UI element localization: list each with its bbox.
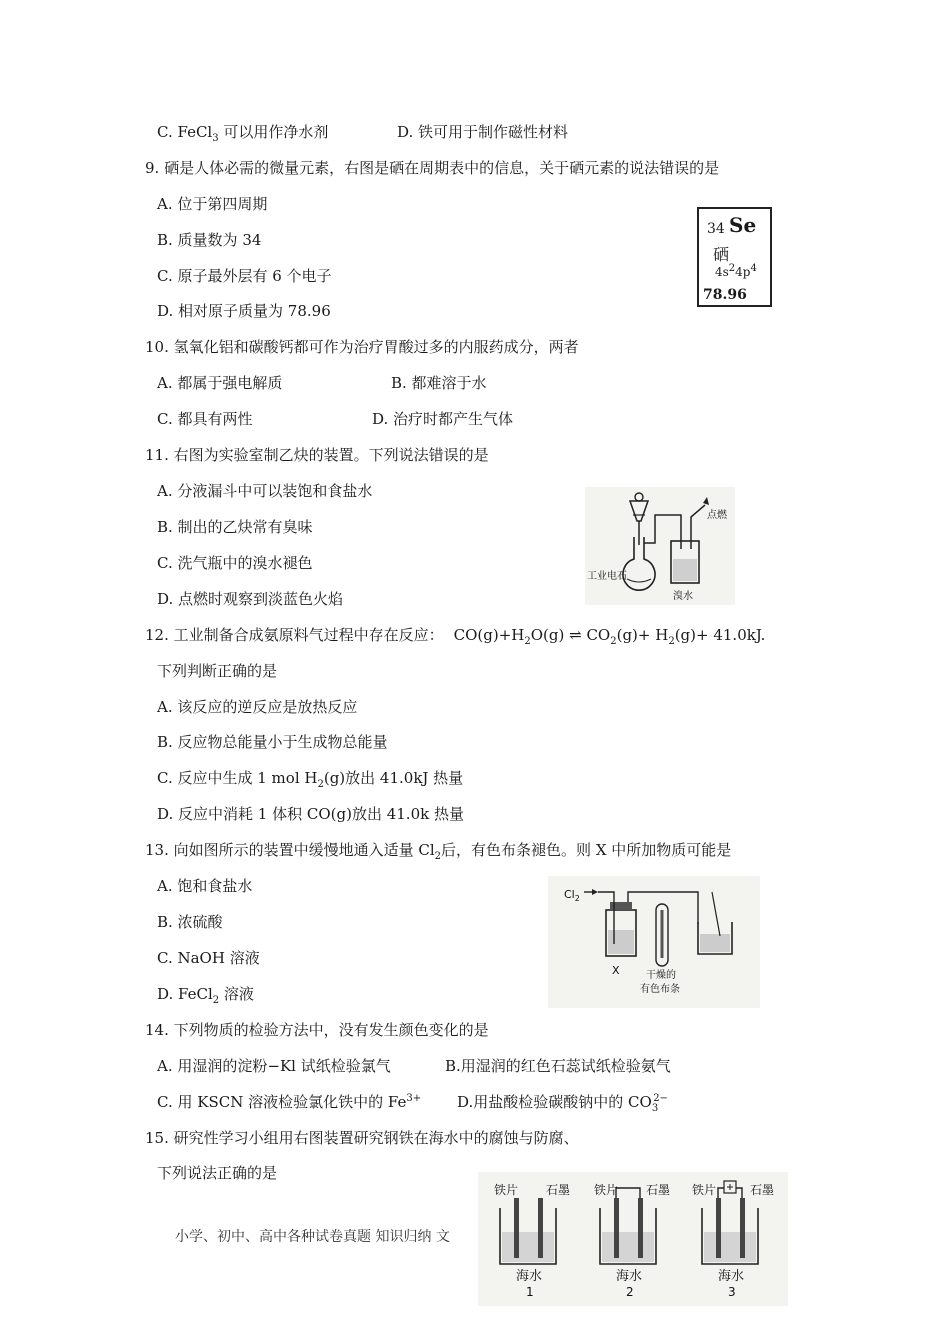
label-cl2: $Cl_2$	[564, 888, 580, 903]
svg-text:石墨: 石墨	[750, 1183, 775, 1197]
q13-stem: 13. 向如图所示的装置中缓慢地通入适量 $Cl_2$后，有色布条褪色。则 X 中所加物质可能是	[145, 841, 732, 862]
svg-text:海水: 海水	[516, 1269, 543, 1284]
q9-option-d: D. 相对原子质量为 78.96	[157, 302, 331, 320]
element-name: 硒	[713, 245, 730, 264]
q8-option-d: D. 铁可用于制作磁性材料	[397, 123, 569, 141]
q12-equation: $CO(g)+H_2O(g)$ ⇌ $CO_2(g)+ H_2(g)+ 41.0kJ$.	[453, 626, 766, 647]
q14-option-d: D.用盐酸检验碳酸钠中的 $CO_3^{2-}$	[457, 1093, 668, 1114]
q9-option-b: B. 质量数为 34	[157, 231, 262, 249]
svg-text:2: 2	[626, 1285, 634, 1299]
element-config: $4s^24p^4$	[715, 263, 757, 279]
q10-stem: 10. 氢氧化铝和碳酸钙都可作为治疗胃酸过多的内服药成分，两者	[145, 338, 579, 356]
svg-text:3: 3	[728, 1285, 736, 1299]
q15-stem-2: 下列说法正确的是	[157, 1164, 278, 1182]
svg-text:铁片: 铁片	[494, 1183, 519, 1197]
q15-stem: 15. 研究性学习小组用右图装置研究钢铁在海水中的腐蚀与防腐、	[145, 1129, 579, 1147]
element-number: 34	[707, 221, 725, 237]
q12-stem-2: 下列判断正确的是	[157, 662, 278, 680]
q9-stem: 9. 硒是人体必需的微量元素，右图是硒在周期表中的信息，关于硒元素的说法错误的是	[145, 159, 720, 177]
q12-option-d: D. 反应中消耗 1 体积 CO(g)放出 41.0k 热量	[157, 805, 464, 823]
q12-stem: 12. 工业制备合成氨原料气过程中存在反应： $CO(g)+H_2O(g)$ ⇌ $CO_2(g)+ H_2(g)+ 41.0kJ$.	[145, 626, 766, 647]
q12-option-b: B. 反应物总能量小于生成物总能量	[157, 733, 388, 751]
svg-text:1: 1	[526, 1285, 534, 1299]
svg-text:海水: 海水	[616, 1269, 643, 1284]
q8-option-c: C. FeCl$_3$ 可以用作净水剂	[157, 123, 329, 144]
label-x: X	[612, 964, 620, 977]
label-bromine: 溴水	[673, 591, 693, 602]
q10-option-d: D. 治疗时都产生气体	[372, 410, 514, 428]
q9-element-card	[697, 207, 772, 307]
q14-option-b: B.用湿润的红色石蕊试纸检验氨气	[445, 1057, 671, 1075]
svg-text:铁片: 铁片	[692, 1183, 717, 1197]
q10-option-b: B. 都难溶于水	[391, 374, 487, 392]
svg-text:海水: 海水	[718, 1269, 745, 1284]
q14-option-c: C. 用 KSCN 溶液检验氯化铁中的 $Fe^{3+}$	[157, 1093, 422, 1111]
q13-chlorine-apparatus	[548, 876, 760, 1008]
element-mass: 78.96	[703, 287, 747, 303]
q11-option-b: B. 制出的乙炔常有臭味	[157, 518, 313, 536]
label-cloth: 有色布条	[640, 984, 680, 995]
q11-acetylene-apparatus	[585, 487, 735, 605]
page-footer: 小学、初中、高中各种试卷真题 知识归纳 文	[175, 1229, 450, 1245]
q9-option-a: A. 位于第四周期	[157, 195, 268, 213]
svg-text:石墨: 石墨	[646, 1183, 671, 1197]
label-carbide: 工业电石	[587, 571, 627, 582]
element-symbol: Se	[729, 213, 757, 237]
q13-option-c: C. NaOH 溶液	[157, 949, 260, 967]
q12-option-c: C. 反应中生成 1 mol $H_2(g)$放出 41.0kJ 热量	[157, 769, 464, 790]
label-ignite: 点燃	[707, 510, 727, 521]
q10-option-c: C. 都具有两性	[157, 410, 253, 428]
q11-option-a: A. 分液漏斗中可以装饱和食盐水	[157, 482, 373, 500]
q13-option-d: D. FeCl$_2$ 溶液	[157, 985, 254, 1006]
label-dry: 干燥的	[646, 970, 676, 981]
q14-option-a: A. 用湿润的淀粉−Kl 试纸检验氯气	[157, 1057, 391, 1075]
q11-option-c: C. 洗气瓶中的溴水褪色	[157, 554, 313, 572]
q11-option-d: D. 点燃时观察到淡蓝色火焰	[157, 590, 344, 608]
q14-stem: 14. 下列物质的检验方法中，没有发生颜色变化的是	[145, 1021, 489, 1039]
q15-corrosion-apparatus	[478, 1172, 788, 1306]
q11-stem: 11. 右图为实验室制乙炔的装置。下列说法错误的是	[145, 446, 489, 464]
q10-option-a: A. 都属于强电解质	[157, 374, 283, 392]
q13-option-a: A. 饱和食盐水	[157, 877, 253, 895]
q9-option-c: C. 原子最外层有 6 个电子	[157, 267, 332, 285]
q12-option-a: A. 该反应的逆反应是放热反应	[157, 698, 358, 716]
svg-text:铁片: 铁片	[594, 1183, 619, 1197]
q13-option-b: B. 浓硫酸	[157, 913, 223, 931]
svg-text:石墨: 石墨	[546, 1183, 571, 1197]
